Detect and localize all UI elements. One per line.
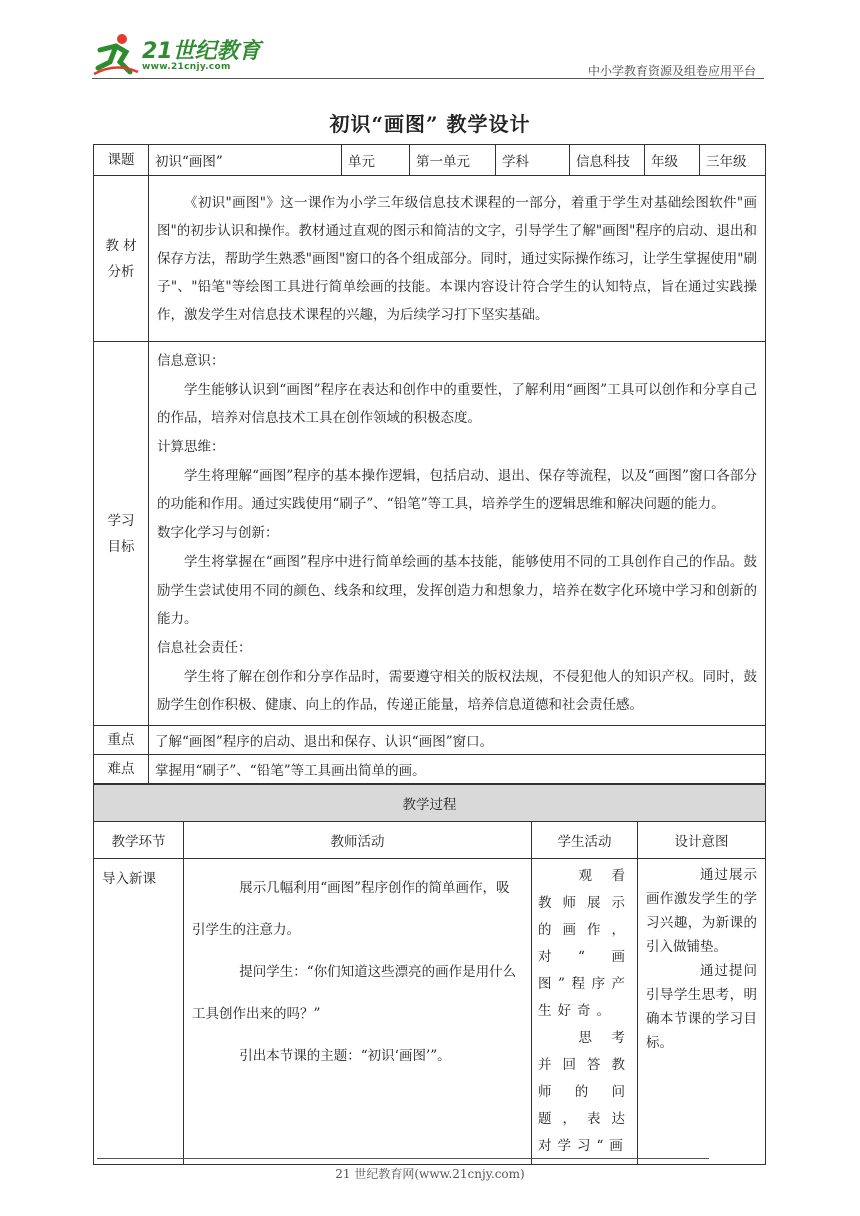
key-point-text: 了解“画图”程序的启动、退出和保存、认识“画图”窗口。 xyxy=(149,726,766,755)
subject-label: 学科 xyxy=(496,145,570,176)
design-intent: 通过展示画作激发学生的学习兴趣，为新课的引入做铺垫。 xyxy=(646,867,757,955)
goals-row xyxy=(94,342,766,726)
teacher-activity: 引出本节课的主题：“初识‘画图’”。 xyxy=(239,1048,451,1064)
table-row xyxy=(94,859,766,1165)
teaching-process-table xyxy=(93,784,766,1165)
key-point-row xyxy=(94,726,766,755)
design-intent-cell xyxy=(638,859,766,1165)
goal-body: 学生将理解“画图”程序的基本操作逻辑，包括启动、退出、保存等流程，以及“画图”窗口各部分的功能和作用。通过实践使用“刷子”、“铅笔”等工具，培养学生的逻辑思维和解决问题的能力。 xyxy=(157,467,757,513)
logo-text: 21世纪教育 xyxy=(142,39,261,64)
teacher-activity: 提问学生：“你们知道这些漂亮的画作是用什么工具创作出来的吗？” xyxy=(192,964,517,1022)
teacher-activity-cell xyxy=(184,859,532,1165)
difficulty-text: 掌握用“刷子”、“铅笔”等工具画出简单的画。 xyxy=(149,755,766,784)
process-title: 教学过程 xyxy=(94,785,766,822)
goal-heading: 信息社会责任： xyxy=(157,639,252,656)
goal-body: 学生将了解在创作和分享作品时，需要遵守相关的版权法规，不侵犯他人的知识产权。同时，鼓励学生创作积极、健康、向上的作品，传递正能量，培养信息道德和社会责任感。 xyxy=(157,668,757,714)
document-title: 初识“画图” 教学设计 xyxy=(329,112,531,136)
grade-value: 三年级 xyxy=(700,145,766,176)
difficulty-row xyxy=(94,755,766,784)
material-label: 教 材 分析 xyxy=(94,176,149,342)
runner-logo-icon xyxy=(92,32,140,76)
stage-cell: 导入新课 xyxy=(94,859,184,1165)
student-activity-cell xyxy=(532,859,638,1165)
design-intent: 通过提问引导学生思考，明确本节课的学习目标。 xyxy=(646,963,757,1051)
goal-body: 学生将掌握在“画图”程序中进行简单绘画的基本技能，能够使用不同的工具创作自己的作品。鼓励学生尝试使用不同的颜色、线条和纹理，发挥创造力和想象力，培养在数字化环境中学习和创新的能力。 xyxy=(157,553,757,628)
student-activity: 观看教师展示的画作，对“画图”程序产生好奇。 xyxy=(538,868,631,1019)
info-row xyxy=(94,145,766,176)
goal-heading: 信息意识： xyxy=(157,352,225,369)
goal-heading: 数字化学习与创新： xyxy=(157,525,279,542)
column-header: 教师活动 xyxy=(184,822,532,859)
goals-content xyxy=(149,342,766,726)
subject-value: 信息科技 xyxy=(570,145,645,176)
key-point-label: 重点 xyxy=(94,726,149,755)
material-row xyxy=(94,176,766,342)
topic-label: 课题 xyxy=(94,145,149,176)
page-header xyxy=(92,30,764,78)
logo xyxy=(92,30,262,78)
column-header: 教学环节 xyxy=(94,822,184,859)
teacher-activity: 展示几幅利用“画图”程序创作的简单画作，吸引学生的注意力。 xyxy=(192,880,510,938)
unit-value: 第一单元 xyxy=(410,145,496,176)
column-header: 设计意图 xyxy=(638,822,766,859)
goals-label: 学习 目标 xyxy=(94,342,149,726)
topic-value: 初识“画图” xyxy=(149,145,342,176)
student-activity: 思考并回答教师的问题，表达对学习“画 xyxy=(538,1030,631,1154)
platform-name: 中小学教育资源及组卷应用平台 xyxy=(587,64,756,78)
footer-divider xyxy=(97,1158,709,1159)
logo-url: www.21cnjy.com xyxy=(142,62,231,72)
goal-body: 学生能够认识到“画图”程序在表达和创作中的重要性，了解利用“画图”工具可以创作和分享自己的作品，培养对信息技术工具在创作领域的积极态度。 xyxy=(157,381,757,427)
page-footer: 21 世纪教育网(www.21cnjy.com) xyxy=(335,1167,525,1181)
lesson-info-table xyxy=(93,144,766,784)
material-text: 《初识"画图"》这一课作为小学三年级信息技术课程的一部分，着重于学生对基础绘图软件"画图"的初步认识和操作。教材通过直观的图示和简洁的文字，引导学生了解"画图"程序的启动、退出和保存方法，帮助学生熟悉"画图"窗口的各个组成部分。同时，通过实际操作练习，让学生掌握使用"刷子"、"铅笔"等绘图工具进行简单绘画的技能。本课内容设计符合学生的认知特点，旨在通过实践操作，激发学生对信息技术课程的兴趣，为后续学习打下坚实基础。 xyxy=(149,176,766,342)
unit-label: 单元 xyxy=(342,145,410,176)
difficulty-label: 难点 xyxy=(94,755,149,784)
grade-label: 年级 xyxy=(645,145,700,176)
header-divider xyxy=(92,78,764,79)
process-header-row xyxy=(94,822,766,859)
goal-heading: 计算思维： xyxy=(157,439,225,456)
column-header: 学生活动 xyxy=(532,822,638,859)
